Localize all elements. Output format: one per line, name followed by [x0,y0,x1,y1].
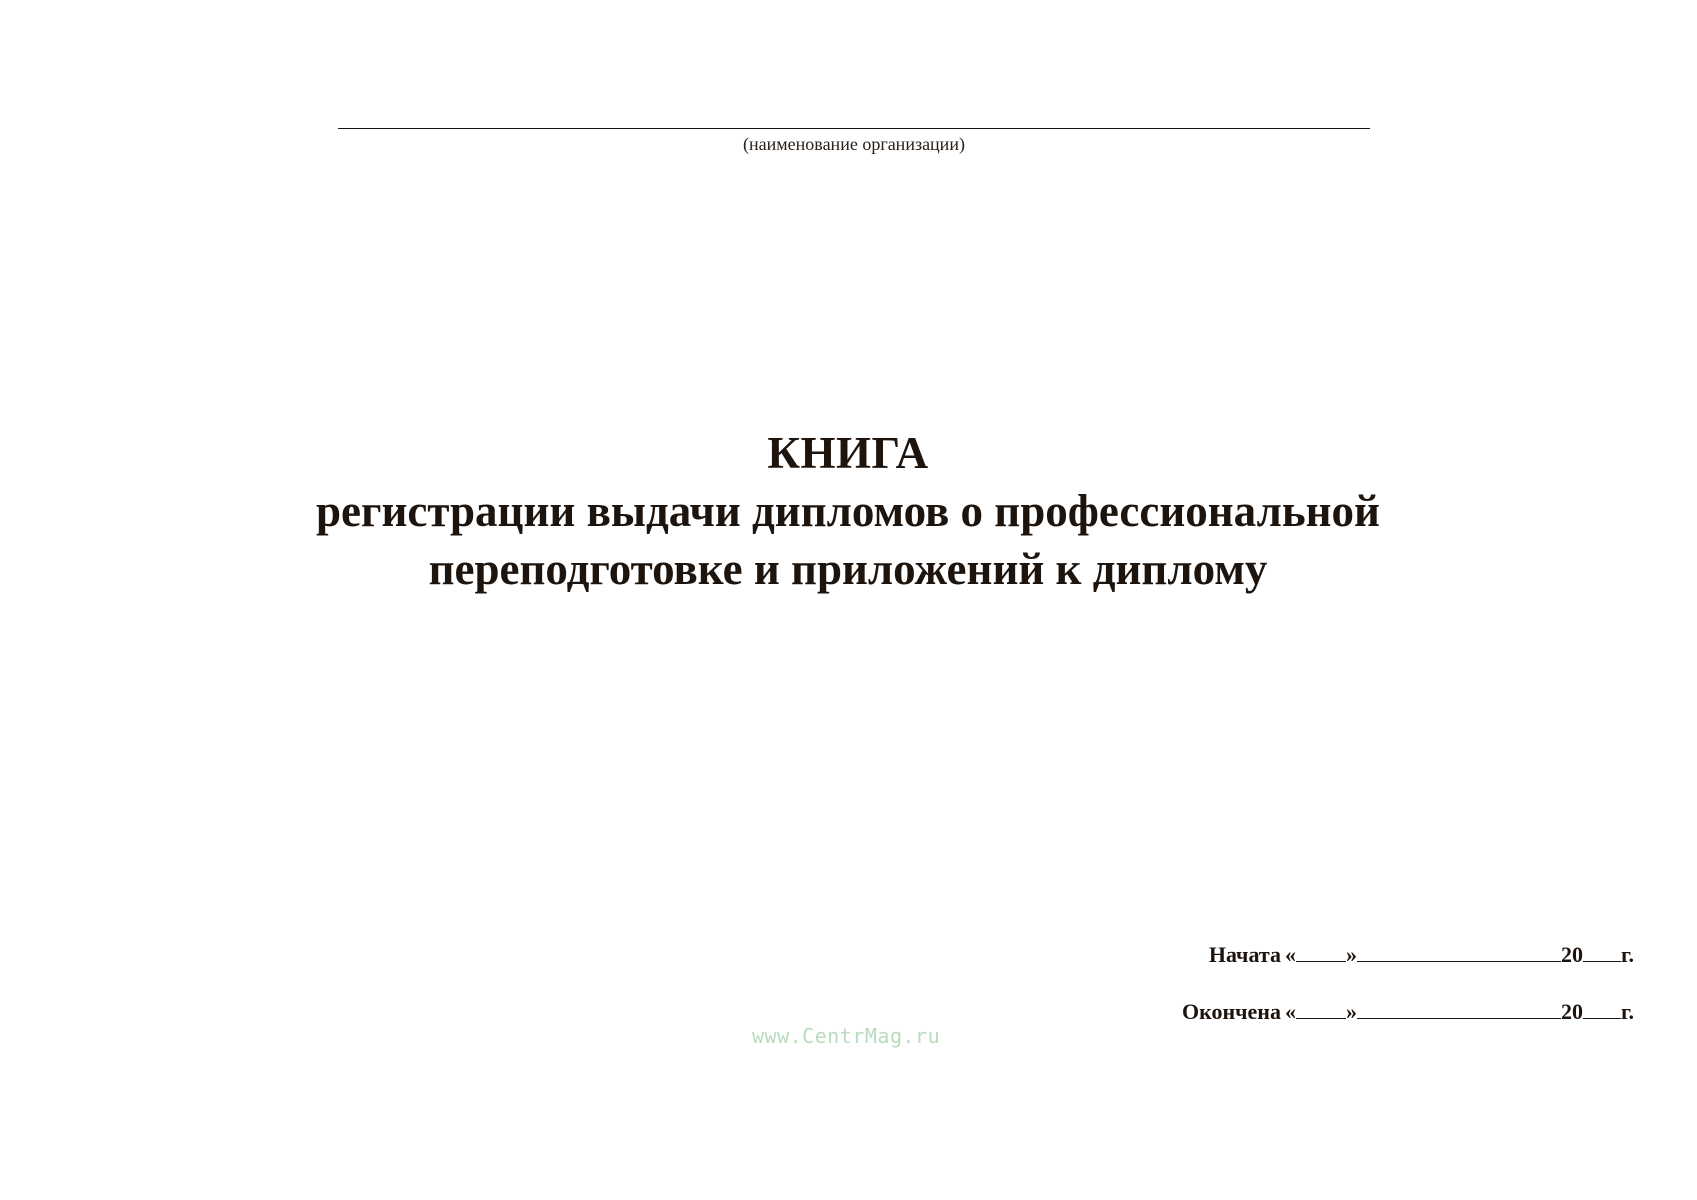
finished-day-blank [1296,998,1346,1019]
started-date-row [1182,940,1634,970]
finished-month-blank [1357,998,1561,1019]
finished-label: Окончена [1181,999,1281,1024]
title-line-2: переподготовке и приложений к диплому [428,544,1268,594]
document-title [148,424,1548,598]
open-quote: « [1284,999,1296,1024]
started-day-blank [1296,941,1346,962]
finished-year-blank [1583,998,1621,1019]
organization-caption: (наименование организации) [743,134,965,154]
organization-block [338,128,1370,155]
year-suffix: г. [1620,999,1634,1024]
dates-block [1182,940,1634,1054]
open-quote: « [1284,942,1296,967]
close-quote: » [1345,942,1357,967]
organization-name-line [338,128,1370,129]
year-prefix: 20 [1560,942,1583,967]
finished-date-row [1182,997,1634,1027]
started-year-blank [1583,941,1621,962]
year-suffix: г. [1620,942,1634,967]
watermark: www.CentrMag.ru [752,1024,941,1048]
started-label: Начата [1208,942,1281,967]
started-month-blank [1357,941,1561,962]
year-prefix: 20 [1560,999,1583,1024]
title-line-1: регистрации выдачи дипломов о профессиональной [316,486,1380,536]
close-quote: » [1345,999,1357,1024]
title-main: КНИГА [767,428,929,478]
